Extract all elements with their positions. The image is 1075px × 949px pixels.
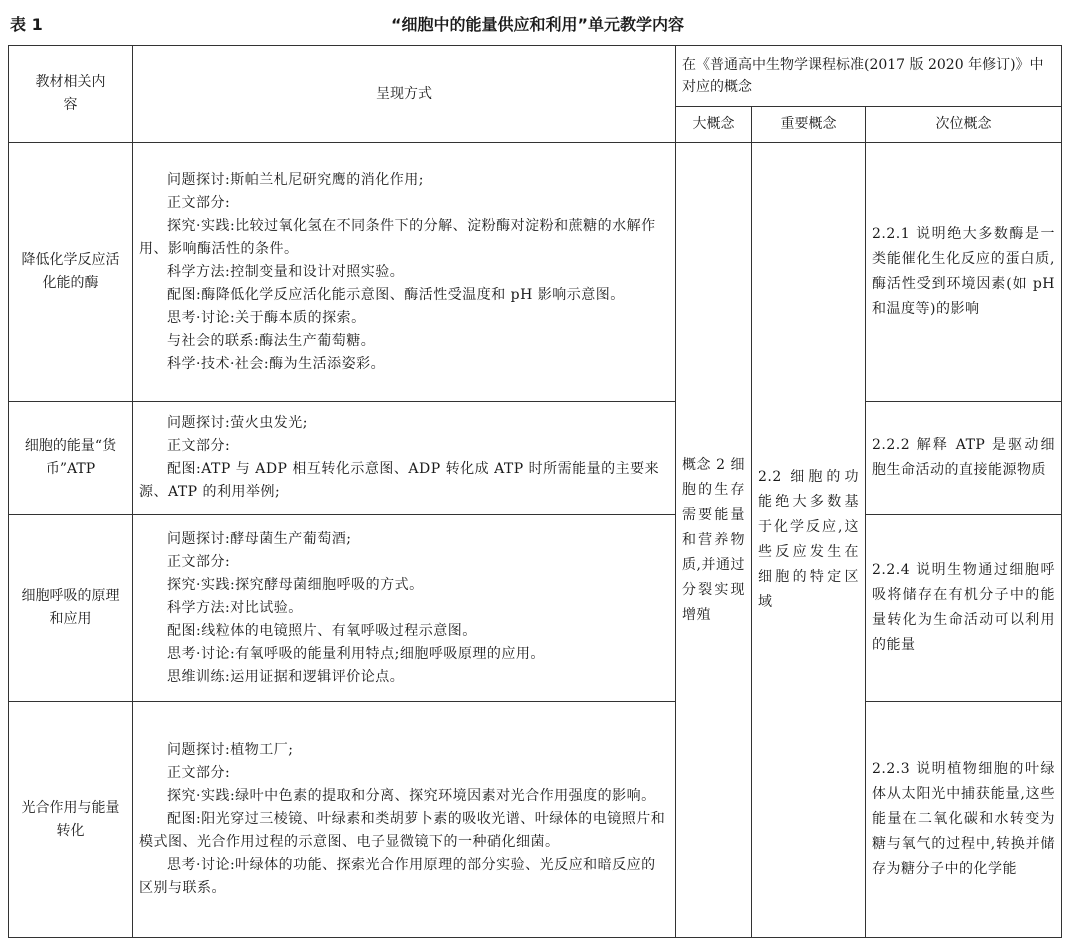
method-line: 与社会的联系:酶法生产葡萄糖。 bbox=[167, 332, 376, 349]
sub-concept: 2.2.4 说明生物通过细胞呼吸将储存在有机分子中的能量转化为生命活动可以利用的能量 bbox=[866, 515, 1062, 702]
header-method: 呈现方式 bbox=[133, 46, 676, 143]
table-row bbox=[9, 143, 1062, 402]
row-content: 细胞呼吸的原理和应用 bbox=[9, 515, 133, 702]
row-content: 降低化学反应活化能的酶 bbox=[9, 143, 133, 402]
header-sub-concept: 次位概念 bbox=[866, 107, 1062, 143]
content-table bbox=[8, 45, 1062, 938]
method-line: 正文部分: bbox=[167, 765, 231, 781]
row-content: 光合作用与能量转化 bbox=[9, 702, 133, 938]
method-line: 配图:线粒体的电镜照片、有氧呼吸过程示意图。 bbox=[167, 622, 477, 639]
method-line: 思考·讨论:叶绿体的功能、探索光合作用原理的部分实验、光反应和暗反应的区别与联系。 bbox=[139, 857, 656, 896]
sub-concept: 2.2.1 说明绝大多数酶是一类能催化生化反应的蛋白质,酶活性受到环境因素(如 pH 和温度等)的影响 bbox=[866, 143, 1062, 402]
method-line: 问题探讨:萤火虫发光; bbox=[167, 415, 308, 431]
header-big-concept: 大概念 bbox=[676, 107, 752, 143]
header-row-1 bbox=[9, 46, 1062, 107]
method-line: 配图:酶降低化学反应活化能示意图、酶活性受温度和 pH 影响示意图。 bbox=[167, 286, 625, 303]
sub-concept: 2.2.3 说明植物细胞的叶绿体从太阳光中捕获能量,这些能量在二氧化碳和水转变为糖与氧气的过程中,转换并储存为糖分子中的化学能 bbox=[866, 702, 1062, 938]
method-line: 科学方法:控制变量和设计对照实验。 bbox=[167, 263, 405, 280]
row-content: 细胞的能量“货币”ATP bbox=[9, 402, 133, 515]
method-line: 正文部分: bbox=[167, 438, 231, 454]
row-method bbox=[133, 702, 676, 938]
method-line: 正文部分: bbox=[167, 194, 231, 211]
header-important-concept: 重要概念 bbox=[752, 107, 866, 143]
table-row bbox=[9, 515, 1062, 702]
method-line: 思考·讨论:关于酶本质的探索。 bbox=[167, 309, 366, 326]
row-method bbox=[133, 402, 676, 515]
method-line: 探究·实践:绿叶中色素的提取和分离、探究环境因素对光合作用强度的影响。 bbox=[167, 788, 656, 804]
method-line: 探究·实践:比较过氧化氢在不同条件下的分解、淀粉酶对淀粉和蔗糖的水解作用、影响酶活性的条件。 bbox=[139, 217, 656, 257]
row-method bbox=[133, 143, 676, 402]
method-line: 问题探讨:斯帕兰札尼研究鹰的消化作用; bbox=[167, 171, 424, 188]
method-line: 思考·讨论:有氧呼吸的能量利用特点;细胞呼吸原理的应用。 bbox=[167, 645, 545, 662]
header-content: 教材相关内容 bbox=[9, 46, 133, 143]
big-concept: 概念 2 细胞的生存需要能量和营养物质,并通过分裂实现增殖 bbox=[676, 143, 752, 938]
method-line: 探究·实践:探究酵母菌细胞呼吸的方式。 bbox=[167, 576, 424, 593]
table-row bbox=[9, 402, 1062, 515]
sub-concept: 2.2.2 解释 ATP 是驱动细胞生命活动的直接能源物质 bbox=[866, 402, 1062, 515]
table-caption bbox=[0, 0, 1075, 40]
row-method bbox=[133, 515, 676, 702]
method-line: 思维训练:运用证据和逻辑评价论点。 bbox=[167, 668, 405, 685]
method-line: 问题探讨:植物工厂; bbox=[167, 742, 294, 758]
important-concept: 2.2 细胞的功能绝大多数基于化学反应,这些反应发生在细胞的特定区域 bbox=[752, 143, 866, 938]
method-line: 配图:阳光穿过三棱镜、叶绿素和类胡萝卜素的吸收光谱、叶绿体的电镜照片和模式图、光合作用过程的示意图、电子显微镜下的一种硝化细菌。 bbox=[139, 811, 666, 850]
method-line: 问题探讨:酵母菌生产葡萄酒; bbox=[167, 530, 352, 547]
table-row bbox=[9, 702, 1062, 938]
method-line: 正文部分: bbox=[167, 553, 231, 570]
method-line: 科学·技术·社会:酶为生活添姿彩。 bbox=[167, 355, 386, 372]
table-number: 表 1 bbox=[10, 15, 43, 34]
header-standard: 在《普通高中生物学课程标准(2017 版 2020 年修订)》中对应的概念 bbox=[676, 46, 1062, 107]
method-line: 科学方法:对比试验。 bbox=[167, 599, 303, 616]
table-title: “细胞中的能量供应和利用”单元教学内容 bbox=[390, 15, 685, 34]
method-line: 配图:ATP 与 ADP 相互转化示意图、ADP 转化成 ATP 时所需能量的主要来源、ATP 的利用举例; bbox=[139, 461, 660, 500]
